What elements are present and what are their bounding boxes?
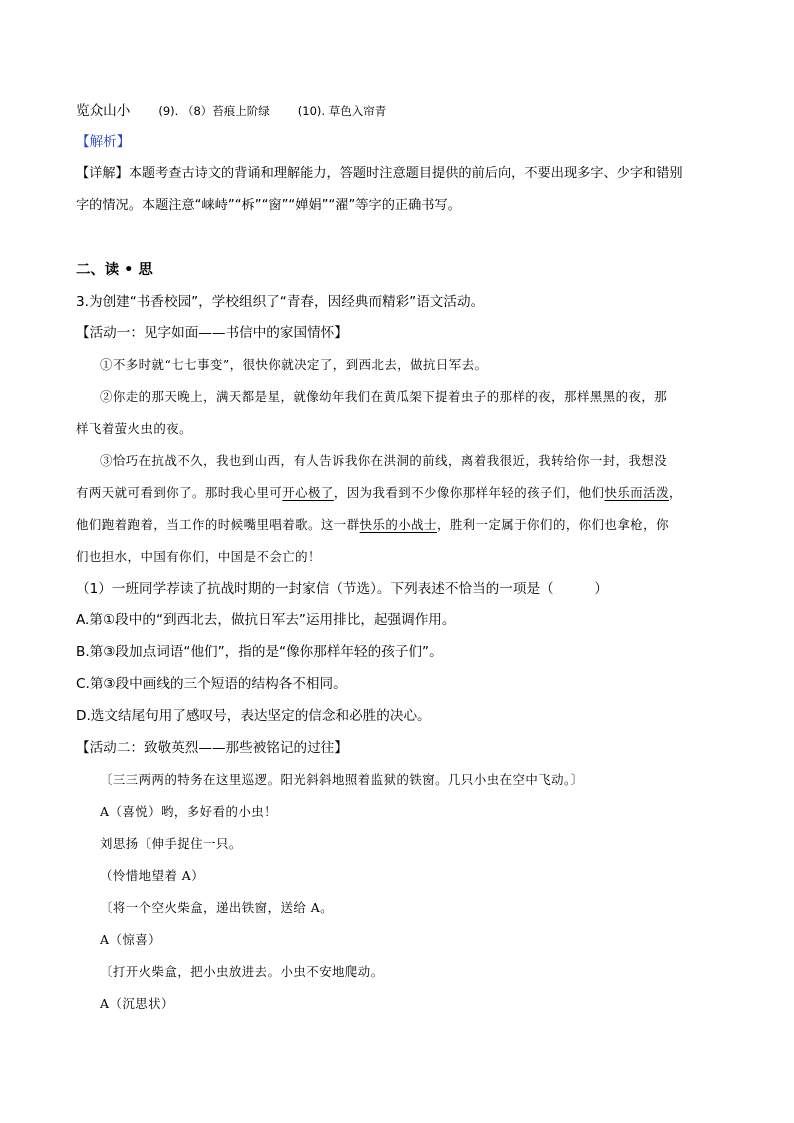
option-b: B.第③段加点词语“他们”，指的是“像你那样年轻的孩子们”。 [76, 644, 443, 660]
script-line-4: （怜惜地望着 A） [100, 868, 205, 883]
script-line-5: 〔将一个空火柴盒，递出铁窗，送给 A。 [100, 900, 334, 915]
answer-part-2: (9). （8）苔痕上阶绿 [158, 104, 270, 118]
answer-part-1: 览众山小 [76, 103, 131, 119]
letter-text-segment: ，因为我看到不少像你那样年轻的孩子们，他们 [333, 485, 605, 500]
underlined-phrase-1: 开心极了 [282, 485, 334, 500]
question-3-intro: 3.为创建“书香校园”，学校组织了“青春，因经典而精彩”语文活动。 [76, 294, 485, 310]
script-line-1: 〔三三两两的特务在这里巡逻。阳光斜斜地照着监狱的铁窗。几只小虫在空中飞动。〕 [100, 772, 584, 787]
option-c: C.第③段中画线的三个短语的结构各不相同。 [76, 676, 347, 692]
answer-line [76, 101, 726, 121]
letter-paragraph-3-line-1: ③恰巧在抗战不久，我也到山西，有人告诉我你在洪洞的前线，离着我很近，我转给你一封，我想没 [100, 453, 668, 468]
letter-text-segment: ，胜利一定属于你们的，你们也拿枪，你 [436, 517, 669, 532]
analysis-detail-line-2: 字的情况。本题注意“崃峙”“柝”“窗”“婵娟”“濯”等字的正确书写。 [76, 198, 461, 213]
underlined-phrase-2: 快乐而活泼 [604, 485, 669, 500]
answer-part-3: (10). 草色入帘青 [297, 104, 387, 118]
script-line-6: A（惊喜） [100, 932, 162, 947]
activity-2-title: 【活动二：致敬英烈——那些被铭记的过往】 [76, 740, 348, 756]
letter-paragraph-2-line-2: 样飞着萤火虫的夜。 [76, 421, 193, 436]
sub-question-1-stem: （1）一班同学荐读了抗战时期的一封家信（节选）。下列表述不恰当的一项是（ ） [76, 581, 609, 597]
letter-text-segment: ， [668, 485, 682, 500]
script-line-3: 刘思扬〔伸手捉住一只。 [100, 836, 242, 851]
script-line-2: A（喜悦）哟，多好看的小虫！ [100, 804, 278, 819]
section-title: 二、读 • 思 [76, 262, 153, 278]
option-a: A.第①段中的“到西北去，做抗日军去”运用排比，起强调作用。 [76, 612, 456, 628]
letter-text-segment: 他们跑着跑着，当工作的时候嘴里唱着歌。这一群 [76, 517, 360, 532]
analysis-detail-line-1: 【详解】本题考查古诗文的背诵和理解能力，答题时注意题目提供的前后向，不要出现多字、少字和错别 [76, 166, 683, 181]
script-line-8: A（沉思状） [100, 996, 174, 1011]
script-line-7: 〔打开火柴盒，把小虫放进去。小虫不安地爬动。 [100, 964, 384, 979]
letter-paragraph-3-line-4: 们也担水，中国有你们，中国是不会亡的！ [76, 549, 321, 564]
analysis-label: 【解析】 [76, 134, 131, 150]
option-d: D.选文结尾句用了感叹号，表达坚定的信念和必胜的决心。 [76, 708, 431, 724]
letter-paragraph-3-line-2 [76, 483, 726, 503]
letter-paragraph-3-line-3 [76, 515, 726, 535]
underlined-phrase-3: 快乐的小战士 [359, 517, 437, 532]
letter-paragraph-1: ①不多时就“七七事变”，很快你就决定了，到西北去，做抗日军去。 [100, 357, 488, 372]
letter-text-segment: 有两天就可看到你了。那时我心里可 [76, 485, 283, 500]
activity-1-title: 【活动一：见字如面——书信中的家国情怀】 [76, 325, 348, 341]
letter-paragraph-2-line-1: ②你走的那天晚上，满天都是星，就像幼年我们在黄瓜架下提着虫子的那样的夜，那样黑黑的夜，那 [100, 389, 668, 404]
